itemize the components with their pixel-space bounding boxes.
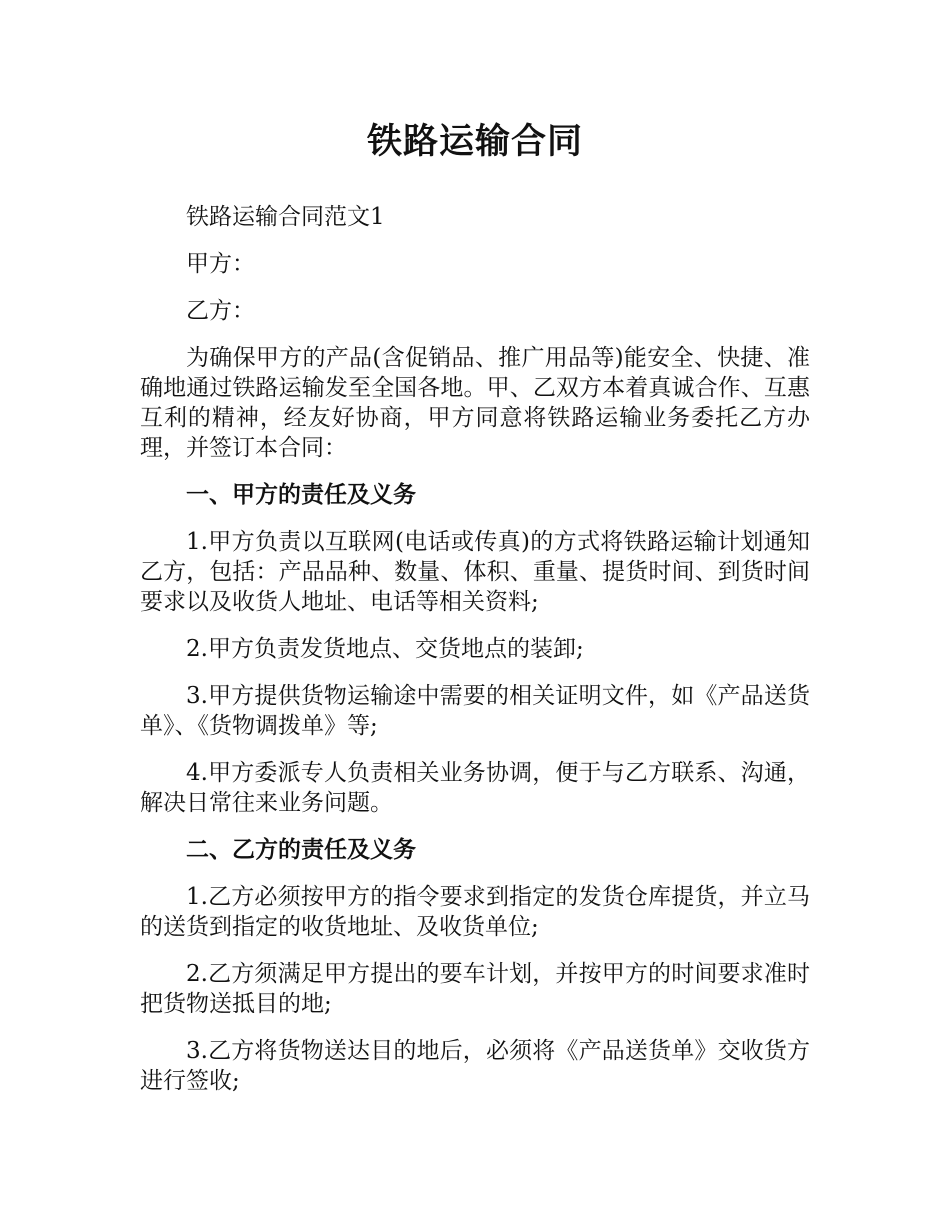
clause-a-3: 3.甲方提供货物运输途中需要的相关证明文件，如《产品送货单》、《货物调拨单》等; [140, 683, 810, 739]
clause-a-4: 4.甲方委派专人负责相关业务协调，便于与乙方联系、沟通，解决日常往来业务问题。 [140, 760, 810, 816]
section-heading-party-b: 二、乙方的责任及义务 [186, 837, 416, 863]
clause-b-1: 1.乙方必须按甲方的指令要求到指定的发货仓库提货，并立马的送货到指定的收货地址、及收货单位; [140, 884, 810, 940]
clause-b-2: 2.乙方须满足甲方提出的要车计划，并按甲方的时间要求准时把货物送抵目的地; [140, 961, 810, 1017]
party-b-label: 乙方： [186, 298, 255, 324]
clause-b-3: 3.乙方将货物送达目的地后，必须将《产品送货单》交收货方进行签收; [140, 1038, 810, 1094]
clause-a-2: 2.甲方负责发货地点、交货地点的装卸; [186, 636, 584, 662]
party-a-label: 甲方： [186, 251, 255, 277]
document-body [140, 202, 810, 1113]
document-title: 铁路运输合同 [366, 122, 583, 162]
intro-paragraph: 为确保甲方的产品(含促销品、推广用品等)能安全、快捷、准确地通过铁路运输发至全国各地。甲、乙双方本着真诚合作、互惠互利的精神，经友好协商，甲方同意将铁路运输业务委托乙方办理，并签订本合同： [140, 345, 810, 461]
document-subtitle: 铁路运输合同范文1 [186, 204, 385, 230]
clause-a-1: 1.甲方负责以互联网(电话或传真)的方式将铁路运输计划通知乙方，包括：产品品种、数量、体积、重量、提货时间、到货时间要求以及收货人地址、电话等相关资料; [140, 529, 810, 615]
section-heading-party-a: 一、甲方的责任及义务 [186, 482, 416, 508]
